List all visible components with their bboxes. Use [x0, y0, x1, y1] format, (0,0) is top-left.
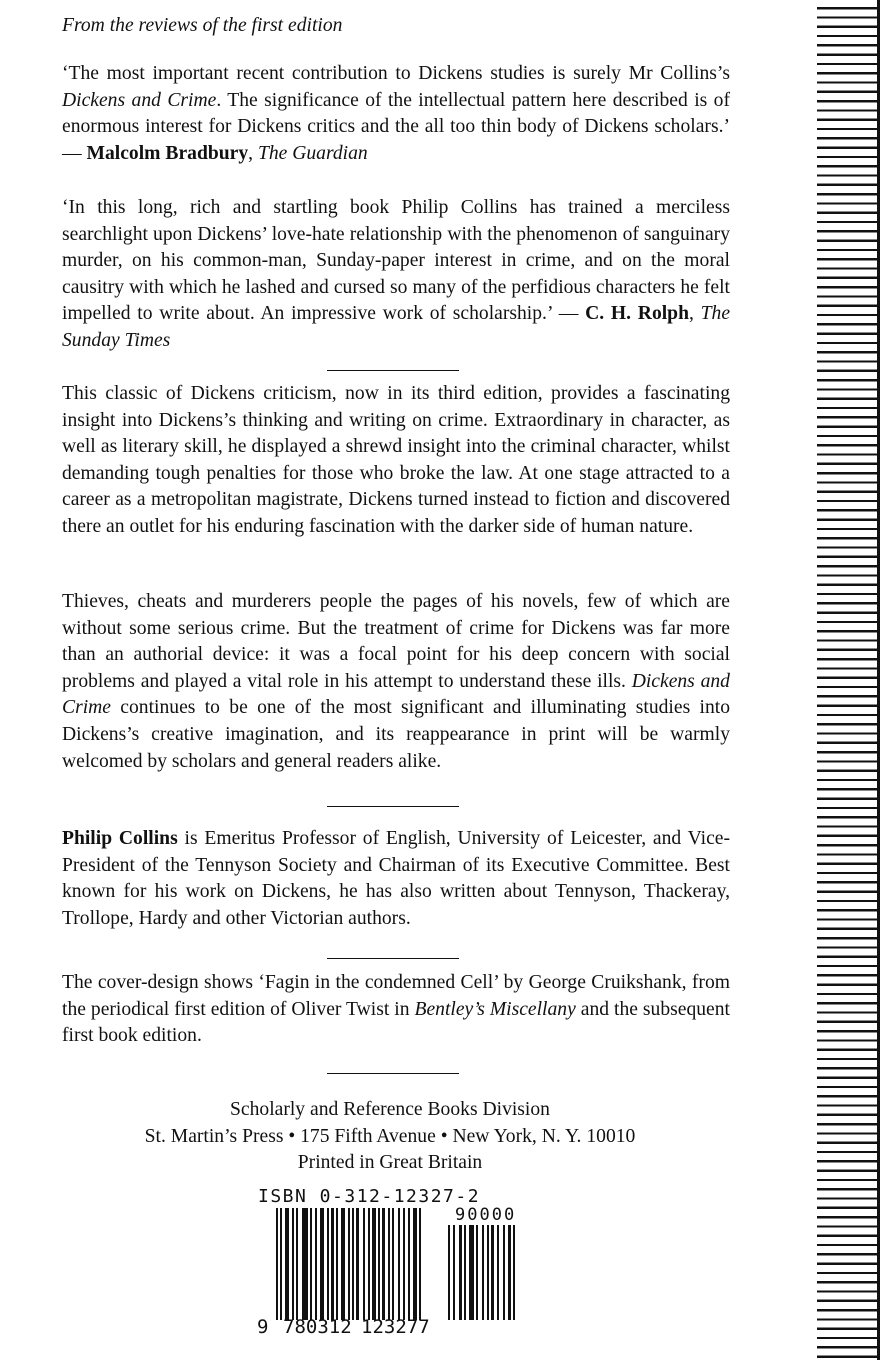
review-source: The Sunday Times — [62, 303, 731, 351]
barcode-bar — [336, 1208, 338, 1320]
barcode-bar — [413, 1208, 417, 1320]
barcode-bar — [476, 1225, 478, 1320]
barcode-lead-digit: 9 — [257, 1316, 269, 1338]
barcode-bar — [327, 1208, 329, 1320]
book-title: Dickens and Crime — [62, 89, 217, 111]
barcode-bar — [419, 1208, 421, 1320]
divider — [327, 370, 459, 371]
divider — [327, 806, 459, 807]
barcode-bar — [508, 1225, 511, 1320]
barcode-digits-right: 123277 — [361, 1316, 430, 1338]
cover-note — [62, 970, 730, 1050]
barcode-bar — [398, 1208, 400, 1320]
barcode-bar — [285, 1208, 289, 1320]
barcode-bar — [372, 1208, 376, 1320]
description-1: This classic of Dickens criticism, now in its third edition, provides a fascinating insight into Dickens’s thinking and writing on crime. Extraordinary in character, as well as literary skill, he displayed a shrewd insight into the criminal character, whilst demanding tough penalties for those who broke the law. At one stage attracted to a career as a metropolitan magistrate, Dickens turned instead to fiction and discovered there an outlet for his enduring fascination with the darker side of human nature. — [62, 383, 730, 537]
barcode-bar — [491, 1225, 494, 1320]
barcode-bar — [310, 1208, 312, 1320]
review-text: . The significance of the intellectual pattern here described is of enormous interest for Dickens critics and the all too thin body of Dickens scholars.’ — — [62, 89, 730, 164]
book-title: Dickens and Crime — [62, 670, 730, 719]
barcode-bar — [356, 1208, 359, 1320]
isbn-label: ISBN 0-312-12327-2 — [258, 1186, 481, 1207]
barcode-bar — [408, 1208, 410, 1320]
barcode-bar — [302, 1208, 308, 1320]
divider — [327, 1073, 459, 1074]
review-2 — [62, 195, 730, 355]
barcode-bars — [276, 1208, 436, 1320]
barcode-bar — [352, 1208, 354, 1320]
periodical-title: Bentley’s Miscellany — [414, 998, 576, 1020]
publisher-imprint — [90, 1097, 690, 1177]
reviewer-name: Malcolm Bradbury — [86, 142, 249, 164]
price-code: 90000 — [455, 1205, 517, 1225]
barcode-bar — [331, 1208, 334, 1320]
barcode-bar — [341, 1208, 345, 1320]
spine-stripes — [817, 0, 877, 1360]
barcode-bar — [459, 1225, 462, 1320]
barcode-bar — [469, 1225, 474, 1320]
reviewer-name: C. H. Rolph — [585, 303, 689, 325]
imprint-address: St. Martin’s Press • 175 Fifth Avenue • New York, N. Y. 10010 — [144, 1125, 636, 1147]
barcode-bar — [513, 1225, 515, 1320]
barcode-digits-left: 780312 — [283, 1316, 352, 1338]
review-1 — [62, 61, 730, 167]
barcode-bar — [388, 1208, 390, 1320]
separator: , — [248, 142, 258, 164]
barcode-bar — [276, 1208, 278, 1320]
review-text: ‘In this long, rich and startling book Philip Collins has trained a merciless searchlight upon Dickens’ love-hate relationship with the phenomenon of sanguinary murder, on his common-man, Sunday-paper interest in crime, and on the moral causitry with which he lashed and cursed so many of the perfidious characters he felt impelled to write about. An impressive work of scholarship.’ — — [62, 197, 730, 325]
imprint-printed: Printed in Great Britain — [297, 1152, 483, 1173]
description-2 — [62, 589, 730, 775]
barcode-bar — [464, 1225, 466, 1320]
barcode-bar — [296, 1208, 298, 1320]
barcode-bar — [320, 1208, 324, 1320]
barcode-bar — [382, 1208, 385, 1320]
review-source: The Guardian — [257, 142, 368, 164]
barcode-bar — [392, 1208, 394, 1320]
barcode-bar — [363, 1208, 365, 1320]
barcode-bar — [503, 1225, 505, 1320]
author-bio — [62, 826, 730, 932]
barcode-bar — [497, 1225, 499, 1320]
divider — [327, 958, 459, 959]
separator: , — [688, 303, 701, 325]
barcode-bar — [315, 1208, 317, 1320]
cover-note-text: and the subsequent first book edition. — [62, 998, 730, 1047]
barcode-bar — [368, 1208, 370, 1320]
barcode-bar — [448, 1225, 450, 1320]
author-name: Philip Collins — [62, 828, 178, 849]
barcode-bar — [348, 1208, 350, 1320]
barcode-bar — [403, 1208, 405, 1320]
barcode-bar — [487, 1225, 489, 1320]
barcode-bar — [280, 1208, 282, 1320]
barcode-bar — [292, 1208, 294, 1320]
reviews-heading: From the reviews of the first edition — [62, 15, 343, 36]
review-text: ‘The most important recent contribution to Dickens studies is surely Mr Collins’s — [62, 63, 730, 84]
barcode-bar — [453, 1225, 455, 1320]
barcode-bar — [378, 1208, 380, 1320]
imprint-division: Scholarly and Reference Books Division — [230, 1099, 550, 1120]
author-bio-text: is Emeritus Professor of English, University of Leicester, and Vice-President of the Tennyson Society and Chairman of its Executive Committee. Best known for his work on Dickens, he has also written about Tennyson, Thackeray, Trollope, Hardy and other Victorian authors. — [62, 828, 730, 929]
description-text: Thieves, cheats and murderers people the pages of his novels, few of which are without some serious crime. But the treatment of crime for Dickens was far more than an authorial device: it was a focal point for his deep concern with social problems and played a vital role in his attempt to understand these ills. — [62, 591, 730, 692]
barcode-bar — [482, 1225, 484, 1320]
description-text: continues to be one of the most significant and illuminating studies into Dickens’s creative imagination, and its reappearance in print will be warmly welcomed by scholars and general readers alike. — [62, 697, 730, 772]
cover-note-text: The cover-design shows ‘Fagin in the condemned Cell’ by George Cruikshank, from the periodical first edition of Oliver Twist in — [62, 972, 730, 1020]
barcode-addon-bars — [448, 1225, 528, 1320]
